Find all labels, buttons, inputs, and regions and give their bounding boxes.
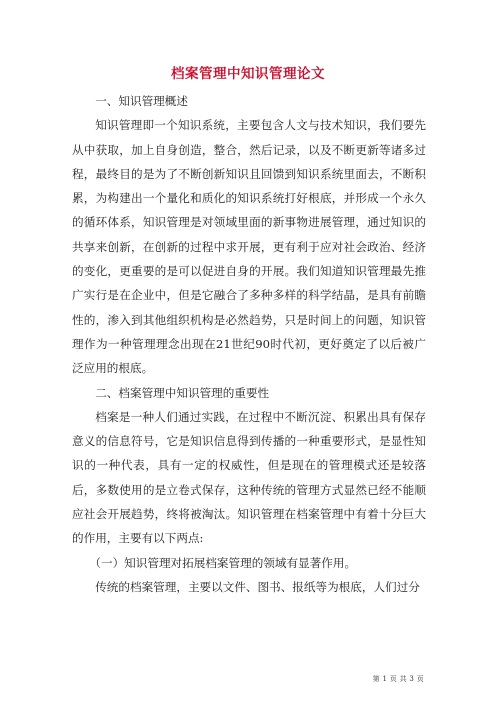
document-title: 档案管理中知识管理论文 [171, 66, 325, 82]
subsection-heading: （一）知识管理对拓展档案管理的领域有显著作用。 [89, 555, 357, 570]
section-heading: 一、知识管理概述 [95, 94, 188, 108]
paragraph: 知识管理即一个知识系统，主要包含人文与技术知识，我们要先从中获取，加上自身创造，整合，然后记录，以及不断更新等诸多过程，最终目的是为了不断创新知识且回馈到知识系统里面去，不断积累，为构建出一个量化和质化的知识系统打好根底，并形成一个永久的循环体系，知识管理是对领域里面的新事物进展管理，通过知识的共享来创新，在创新的过程中求开展，更有利于应对社会政治、经济的变化，更重要的是可以促进自身的开展。我们知道知识管理最先推广实行是在企业中，但是它融合了多种多样的科学结晶，是具有前瞻性的，渗入到其他组织机构是必然趋势，只是时间上的问题，知识管理作为一种管理理念出现在21世纪90时代初，更好奠定了以后被广泛应用的根底。 [72, 118, 426, 376]
section-heading: 二、档案管理中知识管理的重要性 [95, 385, 270, 400]
page-number: 第 1 页 共 3 页 [372, 675, 424, 683]
paragraph: 档案是一种人们通过实践，在过程中不断沉淀、积累出具有保存意义的信息符号，它是知识信息得到传播的一种重要形式，是显性知识的一种代表，具有一定的权威性，但是现在的管理模式还是较落后，多数使用的是立卷式保存，这种传统的管理方式显然已经不能顺应社会开展趋势，终将被淘汰。知识管理在档案管理中有着十分巨大的作用，主要有以下两点: [72, 409, 426, 546]
paragraph: 传统的档案管理，主要以文件、图书、报纸等为根底，人们过分 [95, 579, 420, 594]
document-body [72, 89, 426, 599]
